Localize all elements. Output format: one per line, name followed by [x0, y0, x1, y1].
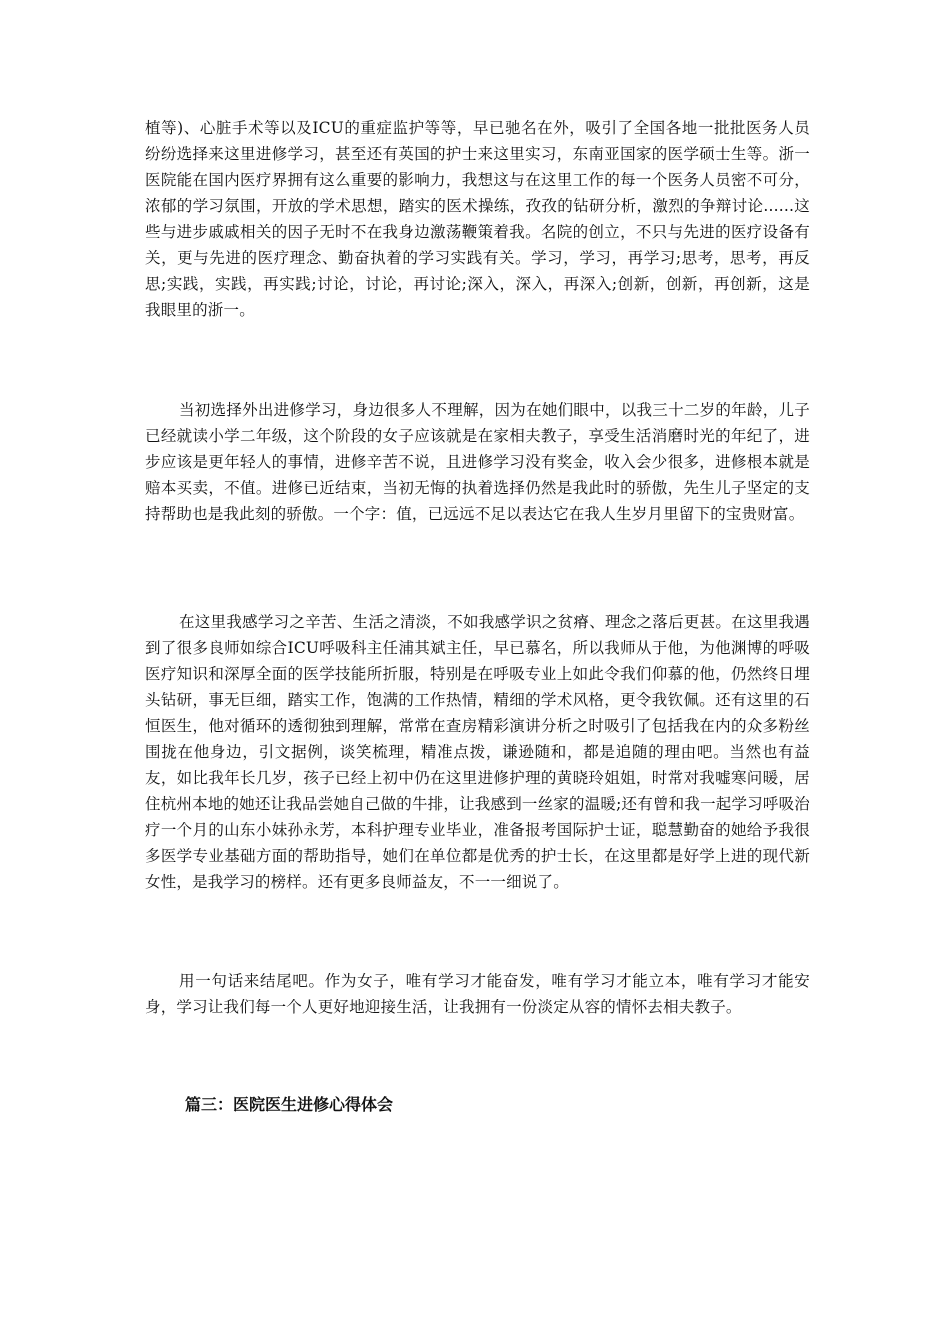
section-heading: 篇三：医院医生进修心得体会: [185, 1095, 394, 1114]
paragraph-4: 用一句话来结尾吧。作为女子，唯有学习才能奋发，唯有学习才能立本，唯有学习才能安身，学习让我们每一个人更好地迎接生活，让我拥有一份淡定从容的情怀去相夫教子。: [145, 972, 810, 1016]
paragraph-2: 当初选择外出进修学习，身边很多人不理解，因为在她们眼中，以我三十二岁的年龄，儿子已经就读小学二年级，这个阶段的女子应该就是在家相夫教子，享受生活消磨时光的年纪了，进步应该是更年轻人的事情，进修辛苦不说，且进修学习没有奖金，收入会少很多，进修根本就是赔本买卖，不值。进修已近结束，当初无悔的执着选择仍然是我此时的骄傲，先生儿子坚定的支持帮助也是我此刻的骄傲。一个字：值，已远远不足以表达它在我人生岁月里留下的宝贵财富。: [145, 401, 810, 523]
document-page: [145, 115, 810, 1118]
paragraph-1: 植等)、心脏手术等以及ICU的重症监护等等，早已驰名在外，吸引了全国各地一批批医务人员纷纷选择来这里进修学习，甚至还有英国的护士来这里实习，东南亚国家的医学硕士生等。浙一医院能在国内医疗界拥有这么重要的影响力，我想这与在这里工作的每一个医务人员密不可分，浓郁的学习氛围，开放的学术思想，踏实的医术操练，孜孜的钻研分析，激烈的争辩讨论......这些与进步戚戚相关的因子无时不在我身边激荡鞭策着我。名院的创立，不只与先进的医疗设备有关，更与先进的医疗理念、勤奋执着的学习实践有关。学习，学习，再学习;思考，思考，再反思;实践，实践，再实践;讨论，讨论，再讨论;深入，深入，再深入;创新，创新，再创新，这是我眼里的浙一。: [145, 119, 810, 319]
paragraph-3: 在这里我感学习之辛苦、生活之清淡，不如我感学识之贫瘠、理念之落后更甚。在这里我遇到了很多良师如综合ICU呼吸科主任浦其斌主任，早已慕名，所以我师从于他，为他渊博的呼吸医疗知识和深厚全面的医学技能所折服，特别是在呼吸专业上如此令我们仰慕的他，仍然终日埋头钻研，事无巨细，踏实工作，饱满的工作热情，精细的学术风格，更令我钦佩。还有这里的石恒医生，他对循环的透彻独到理解，常常在查房精彩演讲分析之时吸引了包括我在内的众多粉丝围拢在他身边，引文据例，谈笑梳理，精准点拨，谦逊随和，都是追随的理由吧。当然也有益友，如比我年长几岁，孩子已经上初中仍在这里进修护理的黄晓玲姐姐，时常对我嘘寒问暖，居住杭州本地的她还让我品尝她自己做的牛排，让我感到一丝家的温暖;还有曾和我一起学习呼吸治疗一个月的山东小妹孙永芳，本科护理专业毕业，准备报考国际护士证，聪慧勤奋的她给予我很多医学专业基础方面的帮助指导，她们在单位都是优秀的护士长，在这里都是好学上进的现代新女性，是我学习的榜样。还有更多良师益友，不一一细说了。: [145, 613, 810, 891]
